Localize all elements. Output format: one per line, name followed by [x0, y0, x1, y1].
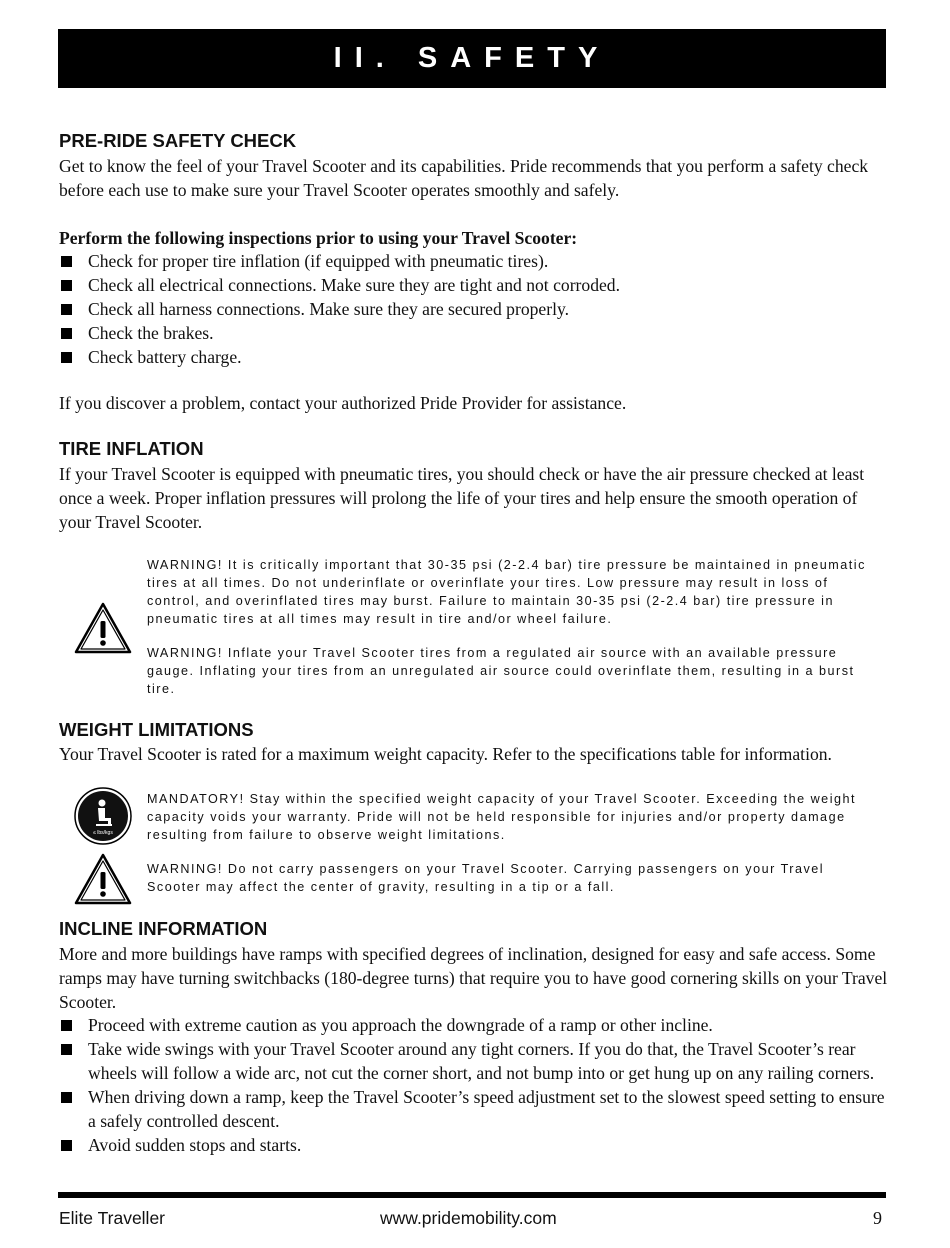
inspection-list-title: Perform the following inspections prior to using your Travel Scooter: [59, 228, 578, 248]
bullet-square-icon [61, 1044, 72, 1055]
tire-inflation-body: If your Travel Scooter is equipped with pneumatic tires, you should check or have the air pressure checked at least once a week. Proper inflation pressures will prolong the life of your tires and help ensure the smooth operation of your Travel Scooter. [59, 464, 865, 532]
list-item-text: Take wide swings with your Travel Scooter around any tight corners. If you do that, the Travel Scooter’s rear wheels will follow a wide arc, not cut the corner short, and not bump into or get hung up on any railing corners. [88, 1039, 875, 1083]
list-item-text: When driving down a ramp, keep the Travel Scooter’s speed adjustment set to the slowest speed setting to ensure a safely controlled descent. [88, 1087, 885, 1131]
bullet-square-icon [61, 328, 72, 339]
mandatory-weight-capacity-icon [74, 787, 132, 845]
list-item [59, 321, 889, 345]
list-item-text: Check the brakes. [88, 323, 214, 343]
list-item [59, 249, 889, 273]
incline-list [59, 1013, 889, 1157]
list-item-text: Check all harness connections. Make sure they are secured properly. [88, 299, 570, 319]
svg-text:≤ lbs/kgs: ≤ lbs/kgs [93, 830, 113, 836]
bullet-square-icon [61, 1020, 72, 1031]
incline-information-heading: INCLINE INFORMATION [59, 918, 268, 939]
page-number: 9 [873, 1208, 882, 1228]
footer-divider [58, 1192, 886, 1198]
footer-website-link[interactable]: www.pridemobility.com [380, 1208, 557, 1228]
list-item-text: Check all electrical connections. Make sure they are tight and not corroded. [88, 275, 621, 295]
air-source-warning: WARNING! Inflate your Travel Scooter tires from a regulated air source with an available pressure gauge. Inflating your tires from an unregulated air source could overinflate them, resulting in a burst tire. [147, 646, 855, 696]
bullet-square-icon [61, 352, 72, 363]
list-item [59, 273, 889, 297]
preride-intro: Get to know the feel of your Travel Scooter and its capabilities. Pride recommends that you perform a safety check before each use to make sure your Travel Scooter operates smoothly and safely. [59, 156, 869, 200]
bullet-square-icon [61, 280, 72, 291]
section-title-banner [58, 29, 886, 88]
weight-limitations-body: Your Travel Scooter is rated for a maximum weight capacity. Refer to the specifications table for information. [59, 744, 832, 764]
section-title: II. SAFETY [333, 42, 611, 74]
list-item-text: Check for proper tire inflation (if equipped with pneumatic tires). [88, 251, 549, 271]
list-item [59, 1037, 889, 1085]
bullet-square-icon [61, 1140, 72, 1151]
list-item [59, 1013, 889, 1037]
bullet-square-icon [61, 304, 72, 315]
list-item-text: Check battery charge. [88, 347, 242, 367]
inspection-list [59, 249, 889, 369]
list-item [59, 1085, 889, 1133]
tire-inflation-heading: TIRE INFLATION [59, 438, 204, 459]
list-item-text: Avoid sudden stops and starts. [88, 1135, 302, 1155]
bullet-square-icon [61, 256, 72, 267]
warning-triangle-icon [73, 852, 133, 906]
preride-closing: If you discover a problem, contact your authorized Pride Provider for assistance. [59, 393, 627, 413]
list-item [59, 345, 889, 369]
list-item-text: Proceed with extreme caution as you approach the downgrade of a ramp or other incline. [88, 1015, 713, 1035]
tire-pressure-warning: WARNING! It is critically important that 30-35 psi (2-2.4 bar) tire pressure be maintained in pneumatic tires at all times. Do not underinflate or overinflate your tires. Low pressure may result in loss of control, and overinflated tires may burst. Failure to maintain 30-35 psi (2-2.4 bar) tire pressure in pneumatic tires at all times may result in tire and/or wheel failure. [147, 558, 866, 626]
list-item [59, 297, 889, 321]
footer-model-name: Elite Traveller [59, 1208, 166, 1228]
weight-limitations-heading: WEIGHT LIMITATIONS [59, 719, 254, 740]
preride-heading: PRE-RIDE SAFETY CHECK [59, 130, 297, 151]
incline-information-body: More and more buildings have ramps with specified degrees of inclination, designed for easy and safe access. Some ramps may have turning switchbacks (180-degree turns) that require you to have good cornering skills on your Travel Scooter. [59, 944, 888, 1012]
passenger-warning: WARNING! Do not carry passengers on your Travel Scooter. Carrying passengers on your Travel Scooter may affect the center of gravity, resulting in a tip or a fall. [147, 862, 825, 894]
bullet-square-icon [61, 1092, 72, 1103]
warning-triangle-icon [73, 601, 133, 655]
list-item [59, 1133, 889, 1157]
mandatory-weight-notice: MANDATORY! Stay within the specified weight capacity of your Travel Scooter. Exceeding the weight capacity voids your warranty. Pride will not be held responsible for injuries and/or property damage resulting from failure to observe weight limitations. [147, 792, 856, 842]
